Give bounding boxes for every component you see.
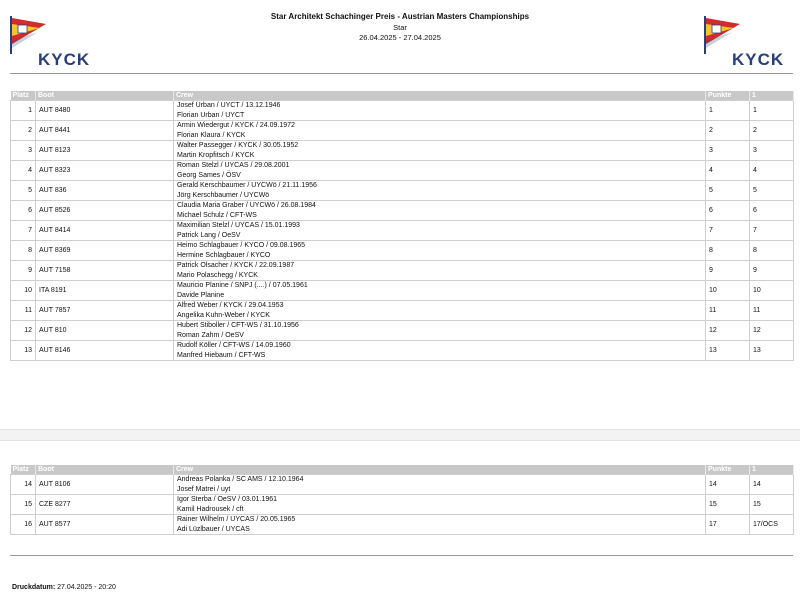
points-cell: 8 xyxy=(706,241,750,261)
points-cell: 15 xyxy=(706,495,750,515)
boat-cell: AUT 8123 xyxy=(36,141,174,161)
crew-member: Georg Sames / ÖSV xyxy=(177,171,241,179)
column-header-place: Platz xyxy=(11,91,36,101)
crew-cell xyxy=(174,141,706,161)
table-row xyxy=(11,121,794,141)
points-cell: 1 xyxy=(706,101,750,121)
points-cell: 11 xyxy=(706,301,750,321)
column-header-points: Punkte xyxy=(706,465,750,475)
race-1-cell: 10 xyxy=(750,281,794,301)
points-cell: 4 xyxy=(706,161,750,181)
results-table-1 xyxy=(10,91,794,361)
crew-member: Adi Lüzlbauer / UYCAS xyxy=(177,525,250,533)
place-cell: 14 xyxy=(11,475,36,495)
print-date-label: Druckdatum: xyxy=(12,584,56,591)
table-row xyxy=(11,495,794,515)
race-1-cell: 3 xyxy=(750,141,794,161)
helmsman: Mauricio Planine / SNPJ (....) / 07.05.1961 xyxy=(177,282,308,289)
boat-cell: AUT 8577 xyxy=(36,515,174,535)
place-cell: 16 xyxy=(11,515,36,535)
points-cell: 12 xyxy=(706,321,750,341)
boat-cell: AUT 8480 xyxy=(36,101,174,121)
place-cell: 11 xyxy=(11,301,36,321)
points-cell: 2 xyxy=(706,121,750,141)
race-1-cell: 13 xyxy=(750,341,794,361)
table-header-row xyxy=(11,91,794,101)
boat-cell: AUT 8441 xyxy=(36,121,174,141)
helmsman: Igor Sterba / OeSV / 03.01.1961 xyxy=(177,496,278,503)
table-row xyxy=(11,221,794,241)
helmsman: Rudolf Köller / CFT-WS / 14.09.1960 xyxy=(177,342,291,349)
column-header-boat: Boot xyxy=(36,91,174,101)
crew-member: Angelika Kuhn-Weber / KYCK xyxy=(177,311,270,319)
race-1-cell: 2 xyxy=(750,121,794,141)
points-cell: 17 xyxy=(706,515,750,535)
crew-cell xyxy=(174,281,706,301)
points-cell: 5 xyxy=(706,181,750,201)
table-row xyxy=(11,241,794,261)
boat-cell: AUT 8369 xyxy=(36,241,174,261)
helmsman: Patrick Olsacher / KYCK / 22.09.1987 xyxy=(177,262,295,269)
crew-member: Martin Kropfitsch / KYCK xyxy=(177,151,255,159)
race-1-cell: 11 xyxy=(750,301,794,321)
crew-cell xyxy=(174,341,706,361)
table-row xyxy=(11,515,794,535)
crew-member: Hermine Schlagbauer / KYCO xyxy=(177,251,271,259)
crew-member: Roman Zahm / OeSV xyxy=(177,331,244,339)
footer-divider xyxy=(10,555,793,556)
crew-member: Michael Schulz / CFT-WS xyxy=(177,211,257,219)
place-cell: 5 xyxy=(11,181,36,201)
boat-cell: AUT 7158 xyxy=(36,261,174,281)
race-1-cell: 14 xyxy=(750,475,794,495)
club-logo-text: KYCK xyxy=(38,50,91,69)
place-cell: 7 xyxy=(11,221,36,241)
points-cell: 13 xyxy=(706,341,750,361)
boat-cell: ITA 8191 xyxy=(36,281,174,301)
race-1-cell: 7 xyxy=(750,221,794,241)
table-row xyxy=(11,261,794,281)
crew-cell xyxy=(174,495,706,515)
crew-cell xyxy=(174,181,706,201)
points-cell: 6 xyxy=(706,201,750,221)
table-row xyxy=(11,141,794,161)
race-1-cell: 15 xyxy=(750,495,794,515)
race-1-cell: 12 xyxy=(750,321,794,341)
boat-cell: AUT 7857 xyxy=(36,301,174,321)
print-date xyxy=(12,584,116,591)
crew-cell xyxy=(174,101,706,121)
boat-cell: AUT 8323 xyxy=(36,161,174,181)
header-divider xyxy=(10,73,793,74)
crew-member: Davide Planine xyxy=(177,291,225,299)
race-1-cell: 5 xyxy=(750,181,794,201)
points-cell: 14 xyxy=(706,475,750,495)
table-row xyxy=(11,341,794,361)
crew-member: Josef Matrei / uyt xyxy=(177,485,231,493)
helmsman: Andreas Polanka / SC AMS / 12.10.1964 xyxy=(177,476,304,483)
boat-cell: CZE 8277 xyxy=(36,495,174,515)
helmsman: Hubert Stiboller / CFT-WS / 31.10.1956 xyxy=(177,322,299,329)
crew-cell xyxy=(174,475,706,495)
points-cell: 10 xyxy=(706,281,750,301)
race-1-cell: 1 xyxy=(750,101,794,121)
helmsman: Gerald Kerschbaumer / UYCWö / 21.11.1956 xyxy=(177,182,317,189)
race-1-cell: 4 xyxy=(750,161,794,181)
boat-cell: AUT 836 xyxy=(36,181,174,201)
place-cell: 1 xyxy=(11,101,36,121)
crew-member: Manfred Hiebaum / CFT-WS xyxy=(177,351,266,359)
page-header xyxy=(0,12,800,44)
crew-cell xyxy=(174,121,706,141)
table-row xyxy=(11,301,794,321)
place-cell: 10 xyxy=(11,281,36,301)
race-1-cell: 9 xyxy=(750,261,794,281)
table-row xyxy=(11,101,794,121)
column-header-points: Punkte xyxy=(706,91,750,101)
column-header-crew: Crew xyxy=(174,91,706,101)
boat-cell: AUT 8414 xyxy=(36,221,174,241)
crew-cell xyxy=(174,261,706,281)
points-cell: 3 xyxy=(706,141,750,161)
table-row xyxy=(11,161,794,181)
column-header-race-1: 1 xyxy=(750,465,794,475)
crew-member: Mario Polaschegg / KYCK xyxy=(177,271,258,279)
column-header-boat: Boot xyxy=(36,465,174,475)
helmsman: Armin Wiedergut / KYCK / 24.09.1972 xyxy=(177,122,295,129)
crew-member: Kamil Hadrousek / cft xyxy=(177,505,244,513)
place-cell: 12 xyxy=(11,321,36,341)
helmsman: Maximilian Stelzl / UYCAS / 15.01.1993 xyxy=(177,222,300,229)
helmsman: Roman Stelzl / UYCAS / 29.08.2001 xyxy=(177,162,290,169)
place-cell: 2 xyxy=(11,121,36,141)
crew-cell xyxy=(174,221,706,241)
place-cell: 4 xyxy=(11,161,36,181)
helmsman: Alfred Weber / KYCK / 29.04.1953 xyxy=(177,302,284,309)
crew-member: Patrick Lang / OeSV xyxy=(177,231,241,239)
event-title: Star Architekt Schachinger Preis - Austrian Masters Championships xyxy=(270,12,530,21)
place-cell: 8 xyxy=(11,241,36,261)
place-cell: 9 xyxy=(11,261,36,281)
crew-member: Florian Klaura / KYCK xyxy=(177,131,246,139)
helmsman: Josef Urban / UYCT / 13.12.1946 xyxy=(177,102,281,109)
place-cell: 6 xyxy=(11,201,36,221)
crew-member: Florian Urban / UYCT xyxy=(177,111,245,119)
place-cell: 3 xyxy=(11,141,36,161)
crew-cell xyxy=(174,515,706,535)
column-header-crew: Crew xyxy=(174,465,706,475)
points-cell: 9 xyxy=(706,261,750,281)
place-cell: 13 xyxy=(11,341,36,361)
table-row xyxy=(11,201,794,221)
table-row xyxy=(11,281,794,301)
column-header-place: Platz xyxy=(11,465,36,475)
club-logo-text: KYCK xyxy=(732,50,785,69)
boat-cell: AUT 8106 xyxy=(36,475,174,495)
results-table-2 xyxy=(10,465,794,535)
place-cell: 15 xyxy=(11,495,36,515)
crew-cell xyxy=(174,301,706,321)
table-row xyxy=(11,321,794,341)
crew-cell xyxy=(174,201,706,221)
table-header-row xyxy=(11,465,794,475)
helmsman: Claudia Maria Graber / UYCWö / 26.08.1984 xyxy=(177,202,316,209)
points-cell: 7 xyxy=(706,221,750,241)
class-name: Star xyxy=(393,22,407,32)
crew-member: Jörg Kerschbaumer / UYCWö xyxy=(177,191,270,199)
crew-cell xyxy=(174,241,706,261)
column-header-race-1: 1 xyxy=(750,91,794,101)
race-1-cell: 8 xyxy=(750,241,794,261)
crew-cell xyxy=(174,161,706,181)
helmsman: Rainer Wilhelm / UYCAS / 20.05.1965 xyxy=(177,516,296,523)
helmsman: Walter Passegger / KYCK / 30.05.1952 xyxy=(177,142,299,149)
print-date-value: 27.04.2025 - 20:20 xyxy=(57,584,116,591)
race-1-cell: 17/OCS xyxy=(750,515,794,535)
page-break-band xyxy=(0,429,800,441)
table-row xyxy=(11,181,794,201)
boat-cell: AUT 810 xyxy=(36,321,174,341)
race-1-cell: 6 xyxy=(750,201,794,221)
boat-cell: AUT 8526 xyxy=(36,201,174,221)
crew-cell xyxy=(174,321,706,341)
helmsman: Heimo Schlagbauer / KYCO / 09.08.1965 xyxy=(177,242,306,249)
event-dates: 26.04.2025 - 27.04.2025 xyxy=(359,33,441,42)
boat-cell: AUT 8146 xyxy=(36,341,174,361)
table-row xyxy=(11,475,794,495)
